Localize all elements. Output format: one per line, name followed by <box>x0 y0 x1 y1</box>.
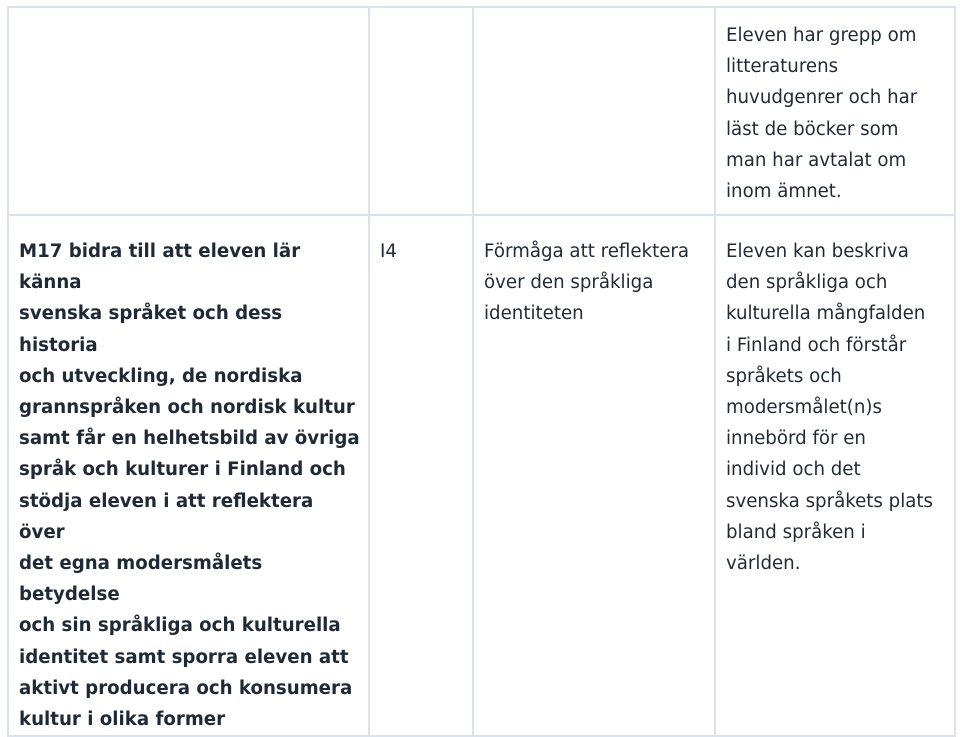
content-area-cell <box>473 7 715 215</box>
table-row <box>8 7 955 215</box>
criterion-text: Eleven kan beskriva den språkliga och kulturella mångfalden i Finland och förstår språkets och modersmålet(n)s innebörd för en individ och det svenska språkets plats bland språken i världen. <box>726 241 934 575</box>
goal-cell <box>8 215 369 736</box>
goal-text: M17 bidra till att eleven lär känna svenska språket och dess historia och utveckling, de nordiska grannspråken och nordisk kultur samt får en helhetsbild av övriga språk och kulturer i Finland och stödja eleven i att reflektera över det egna modersmålets betydelse och sin språkliga och kulturella identitet samt sporra eleven att aktivt producera och konsumera kultur i olika former <box>19 241 360 731</box>
criterion-cell <box>715 7 955 215</box>
content-area-text: Förmåga att reflektera över den språkliga identiteten <box>484 241 690 325</box>
criterion-text: Eleven har grepp om litteraturens huvudgenrer och har läst de böcker som man har avtalat om inom ämnet. <box>726 25 918 203</box>
criterion-cell <box>715 215 955 736</box>
table-row <box>8 215 955 736</box>
goal-cell <box>8 7 369 215</box>
code-cell <box>369 215 473 736</box>
curriculum-table <box>7 6 956 737</box>
code-cell <box>369 7 473 215</box>
content-area-cell <box>473 215 715 736</box>
code-text: I4 <box>380 241 397 262</box>
